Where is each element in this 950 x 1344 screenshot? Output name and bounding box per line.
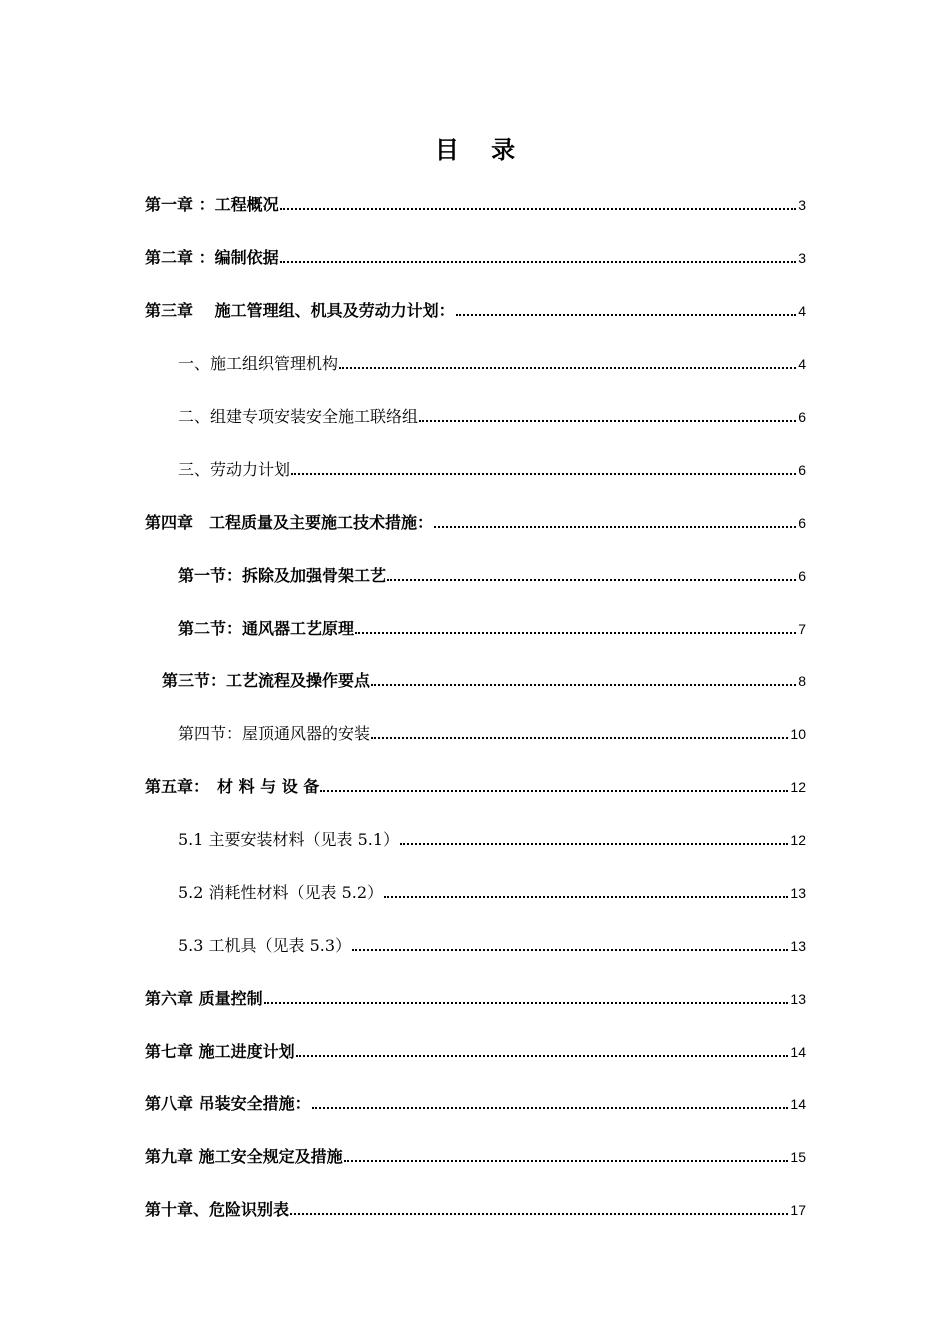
toc-entry[interactable]	[145, 774, 806, 798]
toc-entry-label: 第二节：通风器工艺原理	[178, 619, 355, 638]
toc-leader-dots	[339, 367, 796, 369]
toc-entry-label: 第七章 施工进度计划	[145, 1042, 295, 1061]
toc-entry-page: 17	[790, 1202, 806, 1218]
toc-entry-page: 14	[790, 1096, 806, 1112]
toc-entry[interactable]	[178, 457, 806, 481]
toc-entry-page: 13	[790, 938, 806, 954]
toc-entry-label: 第八章 吊装安全措施：	[145, 1094, 311, 1113]
toc-leader-dots	[320, 790, 788, 792]
toc-entry-label: 第九章 施工安全规定及措施	[145, 1147, 343, 1166]
toc-entry-label: 第三章 施工管理组、机具及劳动力计划：	[145, 301, 455, 320]
toc-entry[interactable]	[178, 616, 806, 640]
toc-leader-dots	[434, 526, 796, 528]
toc-entry-label: 5.3 工机具（见表 5.3）	[178, 936, 352, 955]
toc-leader-dots	[355, 632, 796, 634]
toc-leader-dots	[296, 1055, 789, 1057]
toc-entry-label: 第五章： 材 料 与 设 备	[145, 777, 320, 796]
toc-leader-dots	[290, 1213, 788, 1215]
toc-entry-page: 12	[790, 832, 806, 848]
toc-entry-page: 6	[798, 462, 806, 478]
toc-entry-page: 13	[790, 885, 806, 901]
toc-title: 目 录	[434, 136, 528, 164]
toc-entry-label: 第四章 工程质量及主要施工技术措施：	[145, 513, 434, 532]
toc-entry-page: 15	[790, 1149, 806, 1165]
toc-entry-page: 4	[798, 356, 806, 372]
toc-entry[interactable]	[145, 1144, 806, 1168]
toc-entry-page: 10	[790, 726, 806, 742]
toc-entry-label: 第一节：拆除及加强骨架工艺	[178, 566, 387, 585]
toc-entry[interactable]	[178, 880, 806, 904]
toc-leader-dots	[419, 420, 796, 422]
toc-entry-page: 12	[790, 779, 806, 795]
toc-leader-dots	[291, 473, 796, 475]
toc-entry[interactable]	[178, 404, 806, 428]
toc-leader-dots	[344, 1160, 789, 1162]
toc-entry[interactable]	[145, 245, 806, 269]
toc-entry[interactable]	[145, 510, 806, 534]
toc-entry-page: 6	[798, 568, 806, 584]
toc-entry[interactable]	[145, 298, 806, 322]
toc-entry-page: 3	[798, 250, 806, 266]
toc-entry[interactable]	[145, 1091, 806, 1115]
toc-entry-label: 第十章、危险识别表	[145, 1200, 290, 1219]
toc-entry-label: 5.2 消耗性材料（见表 5.2）	[178, 883, 384, 902]
toc-leader-dots	[387, 579, 796, 581]
toc-entry-label: 第六章 质量控制	[145, 989, 263, 1008]
toc-leader-dots	[384, 896, 788, 898]
toc-entry-label: 第二章 ：编制依据	[145, 248, 279, 267]
toc-entry-label: 第一章 ：工程概况	[145, 195, 279, 214]
toc-entry-label: 5.1 主要安装材料（见表 5.1）	[178, 830, 400, 849]
toc-entry-label: 一、施工组织管理机构	[178, 354, 339, 373]
toc-entry[interactable]	[145, 1039, 806, 1063]
toc-entry[interactable]	[145, 192, 806, 216]
toc-entry-page: 4	[798, 303, 806, 319]
toc-entry-page: 7	[798, 621, 806, 637]
toc-entry[interactable]	[162, 668, 806, 692]
toc-entry[interactable]	[178, 933, 806, 957]
toc-leader-dots	[456, 314, 797, 316]
toc-leader-dots	[352, 949, 788, 951]
toc-leader-dots	[371, 684, 796, 686]
toc-leader-dots	[280, 208, 797, 210]
toc-entry[interactable]	[178, 721, 806, 745]
toc-entry[interactable]	[178, 351, 806, 375]
toc-leader-dots	[371, 737, 788, 739]
toc-entry-label: 三、劳动力计划	[178, 460, 291, 479]
toc-entry-label: 二、组建专项安装安全施工联络组	[178, 407, 419, 426]
toc-entry-label: 第四节：屋顶通风器的安装	[178, 724, 371, 743]
toc-entry-page: 13	[790, 991, 806, 1007]
toc-entry-page: 14	[790, 1044, 806, 1060]
toc-entry[interactable]	[178, 563, 806, 587]
toc-leader-dots	[264, 1002, 789, 1004]
toc-entry[interactable]	[178, 827, 806, 851]
toc-entry-page: 3	[798, 197, 806, 213]
toc-entry-page: 6	[798, 409, 806, 425]
toc-entry-page: 8	[798, 673, 806, 689]
toc-leader-dots	[400, 843, 788, 845]
toc-entry[interactable]	[145, 1197, 806, 1221]
toc-leader-dots	[280, 261, 797, 263]
toc-entry-page: 6	[798, 515, 806, 531]
toc-leader-dots	[312, 1107, 789, 1109]
toc-entry-label: 第三节：工艺流程及操作要点	[162, 671, 371, 690]
toc-entry[interactable]	[145, 986, 806, 1010]
